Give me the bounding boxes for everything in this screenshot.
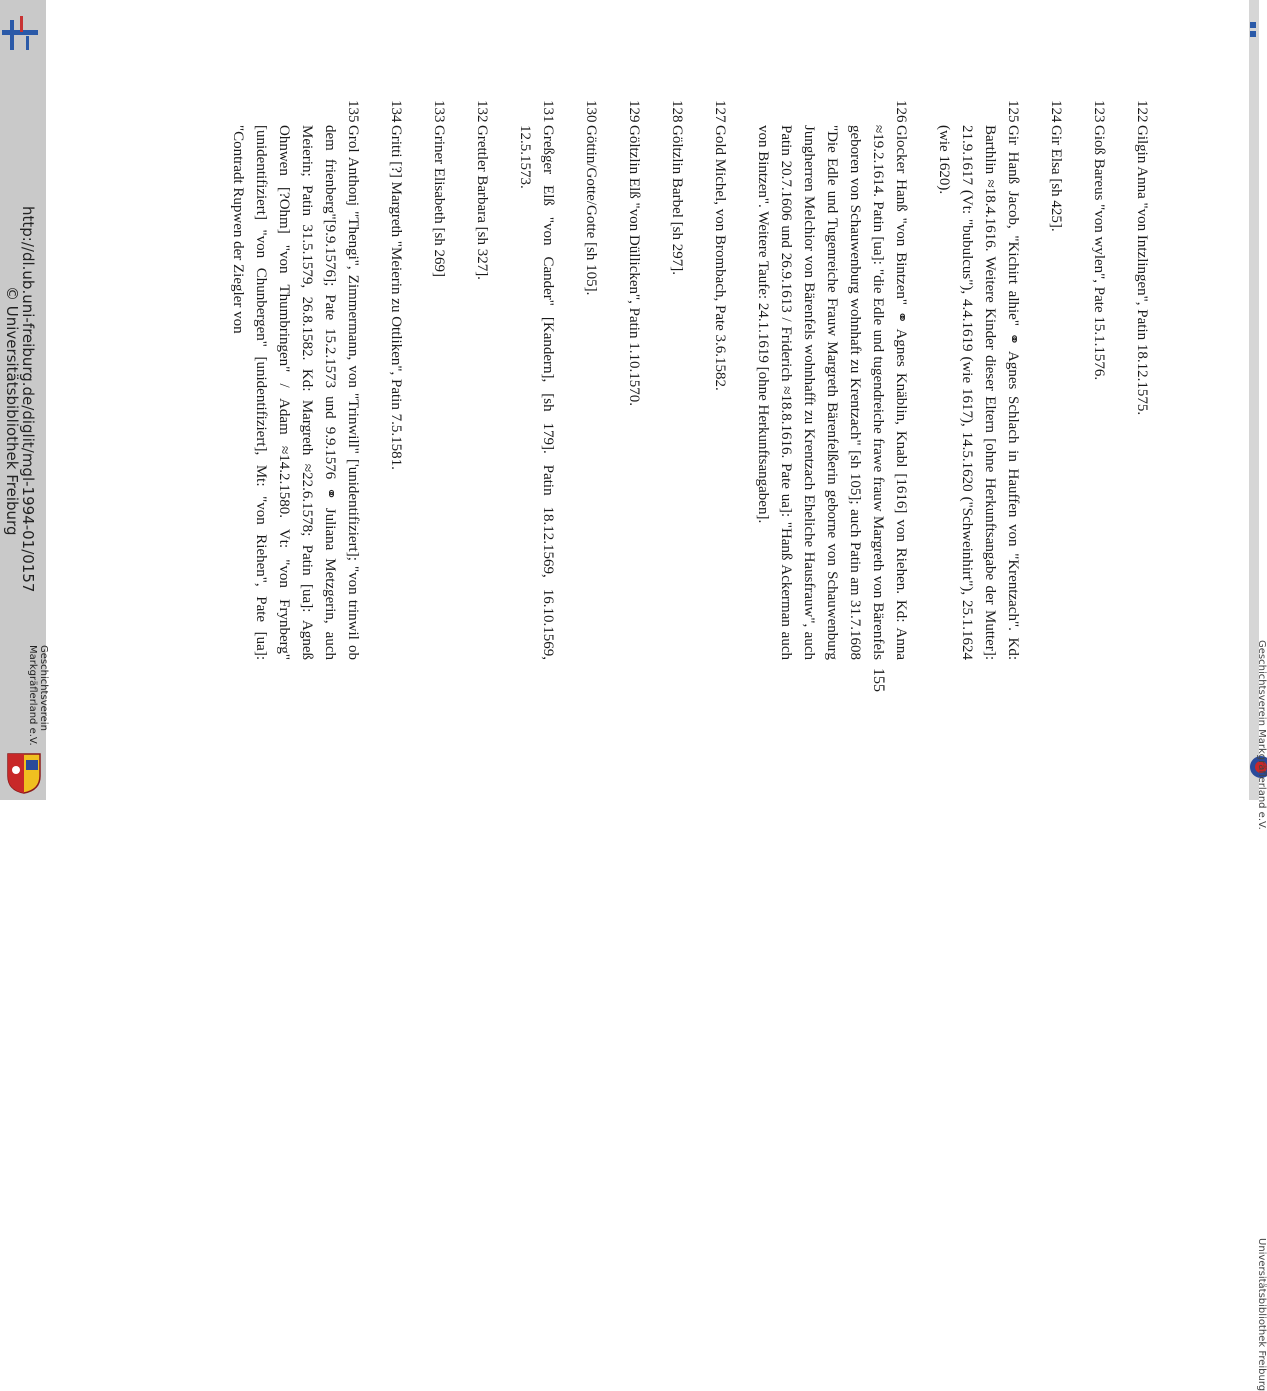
list-item — [1130, 100, 1153, 660]
entry-number: 133 — [431, 100, 447, 123]
entry-text: Gritti [?] Margreth "Meierin zu Ottliken", Patin 7.5.1581. — [388, 125, 404, 470]
society-name — [27, 645, 49, 746]
entry-number: 123 — [1091, 100, 1107, 123]
list-item — [384, 100, 407, 660]
top-edge-text: Universitätsbibliothek Freiburg — [1256, 1238, 1267, 1391]
list-item — [708, 100, 731, 660]
entry-text: Gioß Bareus "von wylen", Pate 15.1.1576. — [1091, 125, 1107, 381]
list-item — [579, 100, 602, 660]
entry-text: Gir Elsa [sh 425]. — [1048, 125, 1064, 232]
entry-number: 134 — [388, 100, 404, 123]
entry-text: Grol Anthonj "Thengi", Zimmermann, von "Trinwill" ['unidentifiziert]; "von trinwil ob dem frienberg"[9.9.1576]; Pate 15.2.1573 und 9.9.1576 ⚭ Juliana Metzgerin, auch Meierin; Patin 31.5.1579, 26.8.1582. Kd: Margreth ≈22.6.1578; Patin [ua]: Agneß Ohnwen [?Ohm] "von Thumbringen" / Adam ≈14.2.1580. Vt: "von Frynberg" [unidentifiziert] "von Chunbergen" [unidentifiziert], Mt: "von Riehen", Pate [ua]: "Contradt Rupwen der Ziegler von — [230, 125, 361, 660]
entry-number: 135 — [345, 100, 361, 123]
top-edge-text-secondary: Geschichtsverein Markgräflerland e.V. — [1256, 640, 1267, 830]
entry-text: Gilgin Anna "von Intzlingen", Patin 18.12.1575. — [1134, 125, 1150, 416]
entry-number: 129 — [626, 100, 642, 123]
society-line-2: Markgräflerland e.V. — [27, 645, 38, 746]
entry-text: Griner Elisabeth [sh 269] — [431, 125, 447, 278]
list-item — [665, 100, 688, 660]
entry-number: 130 — [583, 100, 599, 123]
entry-number: 127 — [712, 100, 728, 123]
entry-number: 122 — [1134, 100, 1150, 123]
page-number: 155 — [870, 668, 887, 692]
list-item — [1087, 100, 1110, 660]
list-item — [932, 100, 1024, 660]
entry-number: 131 — [540, 100, 556, 123]
entry-text: Göltzlin Barbel [sh 297]. — [669, 125, 685, 275]
entry-text: Gir Hanß Jacob, "Kichirt alhie" ⚭ Agnes Schlach in Hauffen von "Krentzach". Kd: Barthlin ≈18.4.1616. Weitere Kinder dieser Eltern [ohne Herkunftsangabe der Mutter]: 21.9.1617 (Vt: "bubulcus"), 4.4.1619 (wie 1617), 14.5.1620 ("Schweinhirt"), 25.1.1624 (wie 1620). — [936, 125, 1021, 660]
entry-list — [206, 100, 1153, 660]
entry-number: 128 — [669, 100, 685, 123]
entry-number: 132 — [474, 100, 490, 123]
society-line-1: Geschichtsverein — [38, 645, 49, 731]
list-item — [470, 100, 493, 660]
entry-text: Göttin/Gotte/Gotte [sh 105]. — [583, 125, 599, 296]
entry-number: 126 — [893, 100, 909, 123]
list-item — [1044, 100, 1067, 660]
list-item — [427, 100, 450, 660]
list-item — [513, 100, 559, 660]
entry-text: Greßger Elß "von Cander" [Kandern], [sh 179]. Patin 18.12.1569, 16.10.1569, 12.5.1573. — [517, 125, 556, 660]
list-item — [226, 100, 364, 660]
entry-text: Grettler Barbara [sh 327]. — [474, 125, 490, 280]
entry-text: Gold Michel, von Brombach, Pate 3.6.1582. — [712, 125, 728, 391]
list-item — [622, 100, 645, 660]
entry-text: Göltzlin Elß "von Düllicken", Patin 1.10.1570. — [626, 125, 642, 406]
entry-number: 124 — [1048, 100, 1064, 123]
permalink-url[interactable]: http://dl.ub.uni-freiburg.de/diglit/mgl-1994-01/0157 — [19, 206, 37, 593]
copyright-notice: © Universitätsbibliothek Freiburg — [3, 286, 21, 536]
entry-text: Glocker Hanß "von Bintzen" ⚭ Agnes Knäblin, Knabl [1616] von Riehen. Kd: Anna ≈19.2.1614. Patin [ua]: "die Edle und tugendreiche frawe frauw Margreth von Bärenfels geboren von Schauwenburg wohnhaft zu Krentzach" [sh 105]; auch Patin am 31.7.1608 "Die Edle und Tugenreiche Frauw Margreth Bärenfelßerin geborne von Schauwenburg Jungherren Melchior von Bärenfels wohnhafft zu Krentzach Eheliche Hausfrauw", auch Patin 20.7.1606 und 26.9.1613 / Friderich ≈18.8.1616. Pate ua]: "Hanß Ackerman auch von Bintzen". Weitere Taufe: 24.1.1619 [ohne Herkunftsangaben]. — [755, 125, 909, 660]
list-item — [751, 100, 912, 660]
entry-number: 125 — [1005, 100, 1021, 123]
